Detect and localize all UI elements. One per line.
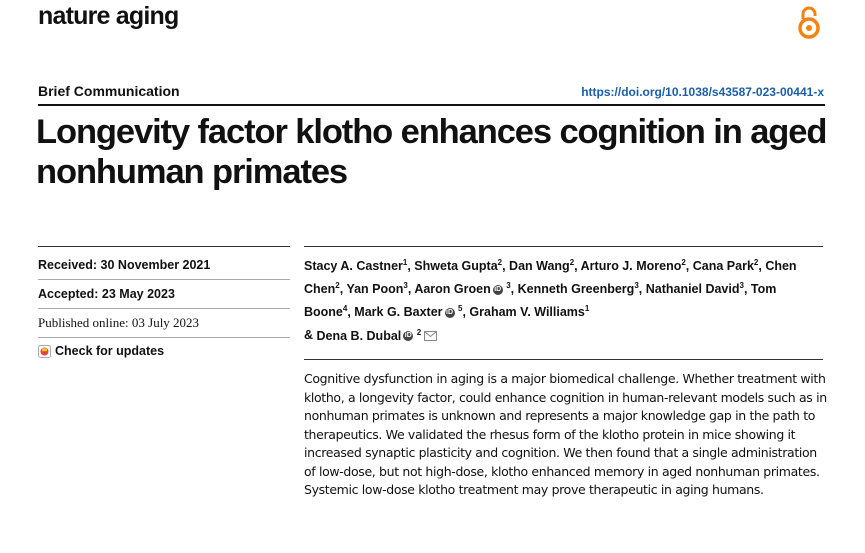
journal-logo: nature aging [38, 2, 179, 30]
article-type: Brief Communication [38, 83, 180, 99]
author[interactable]: Graham V. Williams$^1$ [469, 304, 590, 320]
author-conjunction: & [304, 328, 314, 343]
author[interactable]: Shweta Gupta$^2$ [414, 258, 503, 274]
author[interactable]: Nathaniel David$^3$ [645, 281, 744, 297]
received-date: Received: 30 November 2021 [38, 258, 211, 272]
orcid-icon[interactable]: iD [494, 286, 502, 294]
author[interactable]: Yan Poon$^3$ [346, 281, 408, 297]
published-date: Published online: 03 July 2023 [38, 315, 200, 330]
abstract-rule [304, 359, 823, 360]
author[interactable]: Arturo J. Moreno$^2$ [580, 258, 686, 274]
accepted-date: Accepted: 23 May 2023 [38, 287, 175, 301]
header-rule [38, 104, 825, 106]
orcid-icon[interactable]: iD [446, 309, 454, 317]
author-list: Stacy A. Castner$^1$, Shweta Gupta$^2$, Dan Wang$^2$, Arturo J. Moreno$^2$, Cana Park$^2$, Chen Chen$^2$, Yan Poon$^3$, Aaron Groen iD $^3$, Kenneth Greenberg$^3$, Nathaniel David$^3$, Tom Boone$^4$, Mark G. Baxter iD $^5$, Graham V. Williams$^1$ & Dena B. Dubal iD $^2$ [304, 258, 797, 343]
mail-icon[interactable] [424, 331, 437, 341]
author[interactable]: Cana Park$^2$ [692, 258, 759, 274]
check-for-updates-button[interactable]: Check for updates [38, 344, 290, 358]
date-divider [38, 308, 290, 309]
authors-rule [304, 246, 823, 247]
open-access-icon [796, 4, 822, 40]
article-title: Longevity factor klotho enhances cognition in aged nonhuman primates [36, 113, 827, 191]
author[interactable]: Aaron Groen iD $^3$ [414, 281, 511, 297]
author[interactable]: Dena B. Dubal iD $^2$ [316, 327, 422, 343]
dates-panel [38, 257, 290, 358]
date-divider [38, 337, 290, 338]
check-for-updates-icon [38, 345, 51, 358]
date-divider [38, 279, 290, 280]
doi-link[interactable]: https://doi.org/10.1038/s43587-023-00441-x [581, 85, 824, 99]
author[interactable]: Mark G. Baxter iD $^5$ [354, 304, 463, 320]
author[interactable]: Stacy A. Castner$^1$ [304, 258, 408, 274]
abstract: Cognitive dysfunction in aging is a major biomedical challenge. Whether treatment with klotho, a longevity factor, could enhance cognition in human-relevant models such as in nonhuman primates is unknown and represents a major knowledge gap in the path to therapeutics. We validated the rhesus form of the klotho protein in mice showing it increased synaptic plasticity and cognition. We then found that a single administration of low-dose, but not high-dose, klotho enhanced memory in aged nonhuman primates. Systemic low-dose klotho treatment may prove therapeutic in aging humans. [304, 371, 827, 497]
author[interactable]: Tom Boone$^4$ [304, 282, 777, 320]
author[interactable]: Dan Wang$^2$ [509, 258, 575, 274]
orcid-icon[interactable]: iD [404, 332, 412, 340]
author[interactable]: Chen Chen$^2$ [304, 259, 797, 297]
author[interactable]: Kenneth Greenberg$^3$ [517, 281, 639, 297]
dates-rule [38, 246, 290, 247]
